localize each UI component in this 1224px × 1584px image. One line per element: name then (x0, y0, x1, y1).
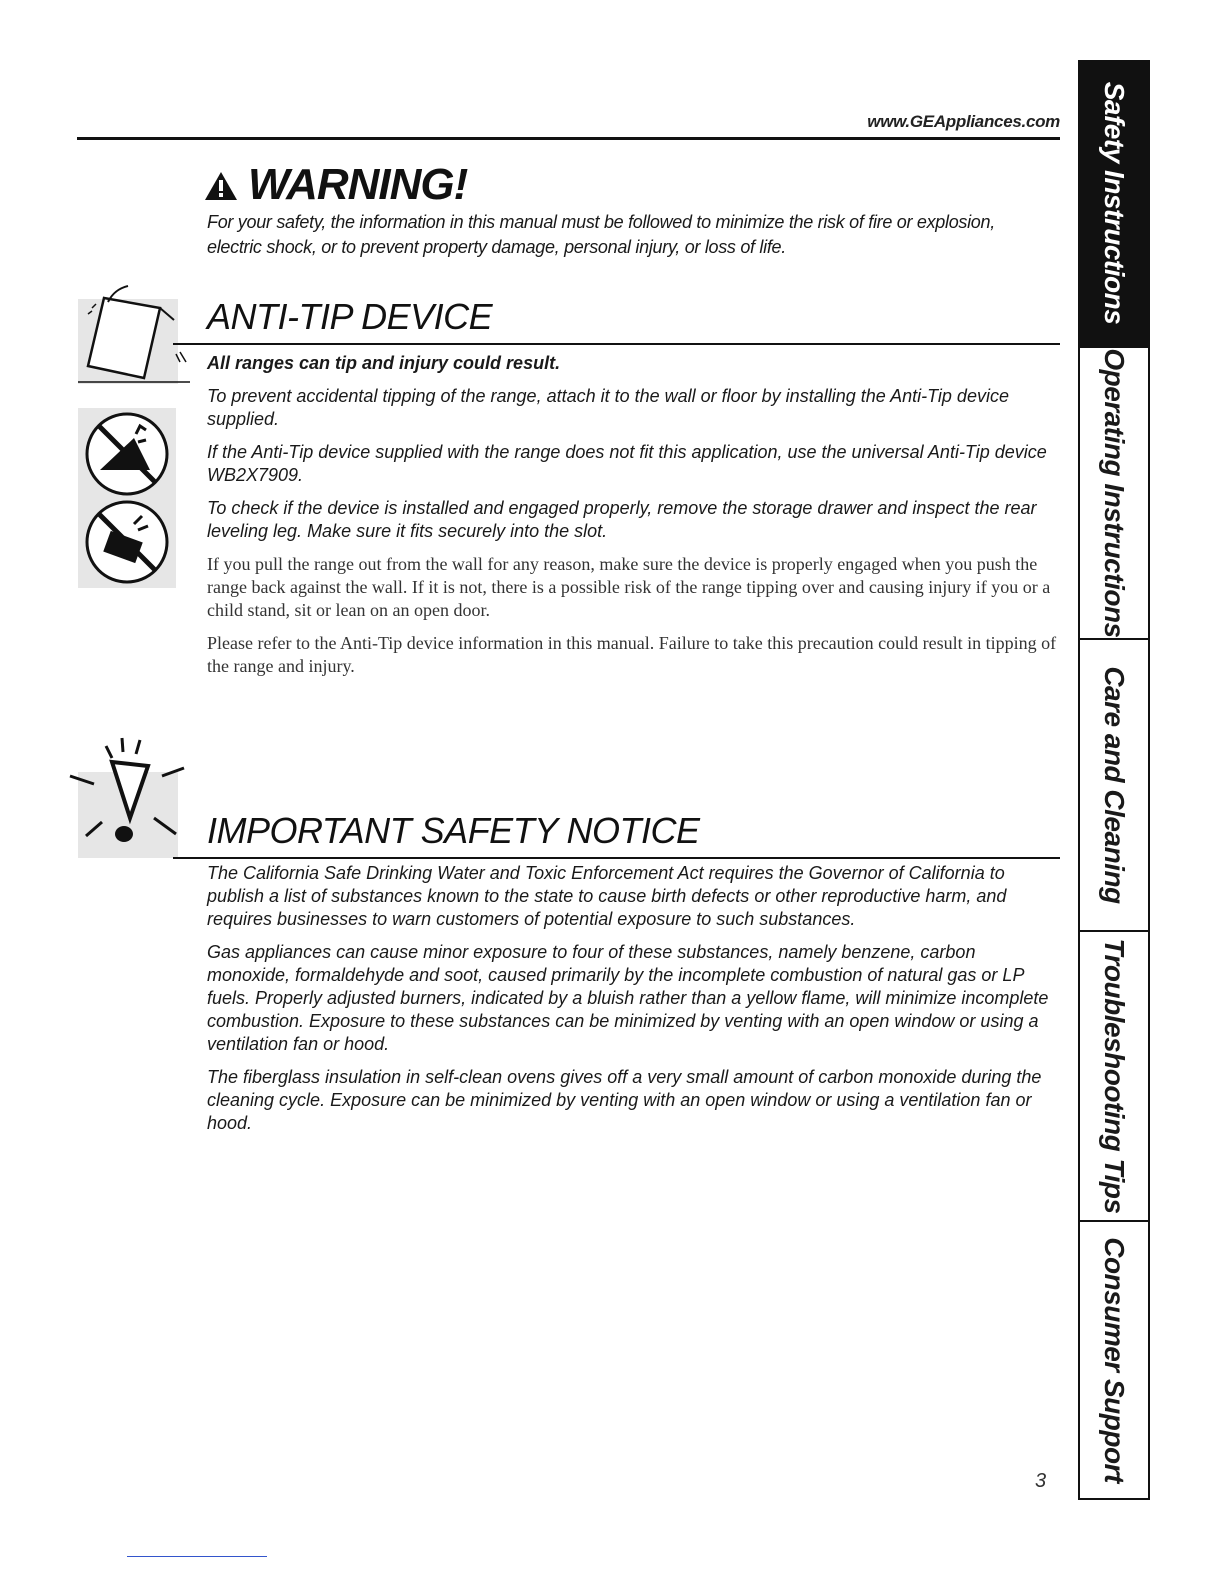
exclamation-notice-icon (66, 732, 190, 858)
section-tabs (1078, 60, 1150, 1500)
tab-consumer-support[interactable] (1080, 1222, 1148, 1498)
tab-label: Consumer Support (1099, 1237, 1130, 1483)
notice-heading: IMPORTANT SAFETY NOTICE (207, 810, 700, 851)
warning-heading (204, 160, 467, 210)
header-rule (77, 137, 1060, 140)
tab-label: Safety Instructions (1099, 81, 1130, 325)
anti-tip-paragraph: If you pull the range out from the wall for any reason, make sure the device is properly engaged when you push the range back against the wall. If it is not, there is a possible risk of the range tipping over and causing injury if you or a child stand, sit or lean on an open door. (207, 554, 1051, 620)
tab-label: Care and Cleaning (1099, 666, 1130, 904)
no-climbing-icon (78, 408, 176, 588)
tab-label: Troubleshooting Tips (1099, 938, 1130, 1214)
warning-title: WARNING! (248, 160, 468, 209)
anti-tip-paragraph: If the Anti-Tip device supplied with the range does not fit this application, use the universal Anti-Tip device WB2X7909. (207, 442, 1047, 485)
notice-paragraph: Gas appliances can cause minor exposure to four of these substances, namely benzene, carbon monoxide, formaldehyde and soot, caused primarily by the incomplete combustion of natural gas or LP fuels. Properly adjusted burners, indicated by a bluish rather than a yellow flame, will minimize incomplete combustion. Exposure to these substances can be minimized by venting with an open window or using a ventilation fan or hood. (207, 942, 1049, 1054)
anti-tip-heading: ANTI-TIP DEVICE (207, 296, 493, 337)
anti-tip-paragraph: To prevent accidental tipping of the range, attach it to the wall or floor by installing the Anti-Tip device supplied. (207, 386, 1009, 429)
notice-body (207, 862, 1057, 1145)
page-number: 3 (1035, 1470, 1047, 1492)
tipping-range-icon (78, 284, 190, 386)
footer-rule (127, 1556, 267, 1557)
anti-tip-rule (173, 343, 1060, 345)
tab-label: Operating Instructions (1099, 348, 1130, 638)
tab-operating-instructions[interactable] (1080, 348, 1148, 640)
anti-tip-paragraph: To check if the device is installed and engaged properly, remove the storage drawer and inspect the rear leveling leg. Make sure it fits securely into the slot. (207, 498, 1037, 541)
notice-rule (173, 857, 1060, 859)
tab-care-and-cleaning[interactable] (1080, 640, 1148, 932)
notice-paragraph: The fiberglass insulation in self-clean ovens gives off a very small amount of carbon monoxide during the cleaning cycle. Exposure can be minimized by venting with an open window or using a ventilation fan or hood. (207, 1067, 1042, 1133)
website-url: www.GEAppliances.com (867, 112, 1060, 131)
tab-safety-instructions[interactable] (1080, 60, 1148, 348)
anti-tip-paragraph: Please refer to the Anti-Tip device information in this manual. Failure to take this precaution could result in tipping of the range and injury. (207, 633, 1057, 676)
anti-tip-body (207, 352, 1057, 688)
anti-tip-lead: All ranges can tip and injury could result. (207, 353, 561, 373)
warning-triangle-icon (204, 171, 238, 201)
warning-text: For your safety, the information in this manual must be followed to minimize the risk of fire or explosion, electric shock, or to prevent property damage, personal injury, or loss of life. (207, 212, 995, 257)
tab-troubleshooting-tips[interactable] (1080, 932, 1148, 1222)
notice-paragraph: The California Safe Drinking Water and Toxic Enforcement Act requires the Governor of California to publish a list of substances known to the state to cause birth defects or other reproductive harm, and requires businesses to warn customers of potential exposure to such substances. (207, 863, 1007, 929)
